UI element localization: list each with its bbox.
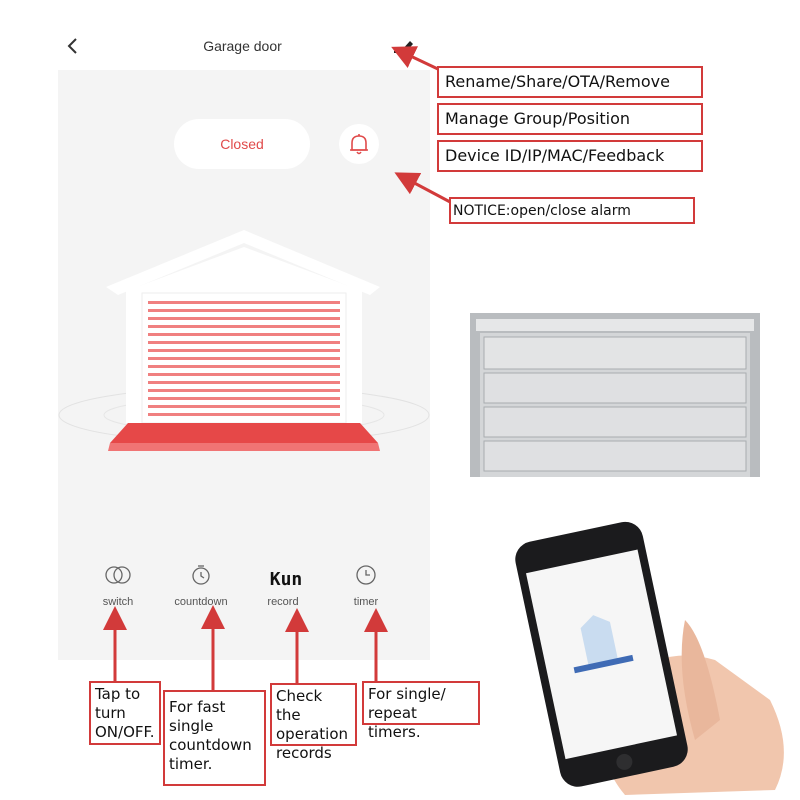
annotation-timer [362,681,480,741]
bell-icon [339,124,379,164]
alarm-button[interactable] [339,124,379,164]
annotation-countdown [163,690,266,786]
annotation-record-line: records [276,744,332,762]
annotation-switch-line: ON/OFF. [95,723,155,741]
countdown-label: countdown [174,596,228,608]
annotation-group-position: Manage Group/Position [437,103,703,135]
annotation-record-line: operation [276,725,349,743]
page-title: Garage door [203,38,282,54]
door-slat [148,333,340,336]
phone-photo [505,520,795,795]
annotation-timer-line: repeat timers. [368,704,421,741]
annotation-device-info: Device ID/IP/MAC/Feedback [437,140,703,172]
annotation-record-line: Check the [276,687,323,724]
switch-function[interactable] [78,563,158,608]
door-slat [148,317,340,320]
door-slat [148,381,340,384]
status-pill[interactable]: Closed [174,119,310,169]
door-slat [148,349,340,352]
annotation-countdown-line: single [169,717,214,735]
door-slat [148,301,340,304]
annotation-notice: NOTICE:open/close alarm [449,197,695,224]
door-slat [148,309,340,312]
annotation-switch-line: Tap to [95,685,141,703]
record-label: record [267,596,299,608]
annotation-countdown-line: For fast [169,698,226,716]
timer-label: timer [353,596,379,608]
annotation-switch [89,681,161,745]
door-slat [148,373,340,376]
toggle-circles-icon [104,563,132,587]
chevron-left-icon [66,36,80,56]
annotation-edit-menu: Rename/Share/OTA/Remove [437,66,703,98]
door-slat [148,405,340,408]
switch-label: switch [102,596,134,608]
edit-button[interactable] [392,38,416,60]
back-button[interactable] [66,36,86,58]
door-slat [148,365,340,368]
annotation-switch-line: turn [95,704,126,722]
door-slat [148,397,340,400]
annotation-timer-line: For single/ [368,685,446,703]
door-slat [148,389,340,392]
pencil-icon [392,38,416,60]
stopwatch-icon [187,563,215,587]
door-slat [148,413,340,416]
timer-function[interactable] [326,563,406,608]
annotation-record [270,683,357,762]
countdown-function[interactable] [161,563,241,608]
garage-door-photo [470,313,760,493]
clock-icon [352,563,380,587]
annotation-countdown-line: timer. [169,755,213,773]
annotation-countdown-line: countdown [169,736,252,754]
watermark-text: Kun [269,569,303,590]
door-slat [148,325,340,328]
door-slat [148,341,340,344]
garage-illustration [58,225,430,465]
door-slat [148,357,340,360]
